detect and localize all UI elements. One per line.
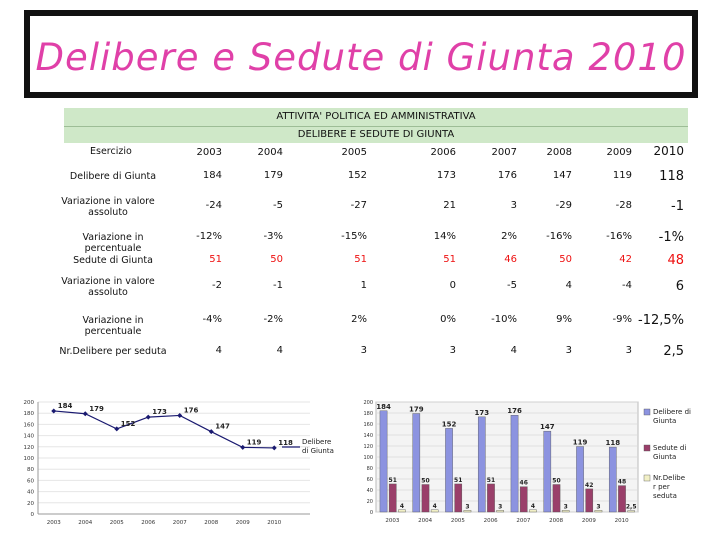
bar xyxy=(445,428,452,512)
row-label: Nr.Delibere per seduta xyxy=(59,346,167,357)
table-cell: -3% xyxy=(263,231,283,242)
table-header-band: ATTIVITA' POLITICA ED AMMINISTRATIVA xyxy=(64,108,688,126)
x-tick-label: 2010 xyxy=(614,518,629,524)
data-label: 118 xyxy=(605,439,621,448)
table-cell: 46 xyxy=(504,254,517,265)
legend-label: Nr.Delibe xyxy=(653,474,686,482)
table-cell: -29 xyxy=(555,200,572,211)
bar xyxy=(553,485,560,513)
y-tick-label: 180 xyxy=(23,411,34,418)
y-tick-label: 180 xyxy=(363,411,373,417)
legend-label: r per xyxy=(653,483,670,491)
row-label: Sedute di Giunta xyxy=(73,255,153,266)
bar xyxy=(389,484,396,512)
table-cell: -1 xyxy=(273,280,283,291)
data-label: 3 xyxy=(596,503,601,511)
legend-swatch xyxy=(644,475,650,481)
table-cell: 4 xyxy=(510,345,517,356)
table-cell: -12,5% xyxy=(638,313,684,328)
bar xyxy=(529,510,536,512)
x-tick-label: 2006 xyxy=(141,520,156,526)
bar-chart-svg xyxy=(350,380,710,535)
bar xyxy=(413,414,420,512)
data-label: 3 xyxy=(498,503,503,511)
year-header: 2005 xyxy=(341,147,367,158)
row-label: Delibere di Giunta xyxy=(69,171,157,182)
table-cell: -5 xyxy=(507,280,517,291)
y-tick-label: 100 xyxy=(23,456,34,462)
title-frame xyxy=(24,10,698,98)
data-label: 51 xyxy=(486,476,496,484)
data-label: 184 xyxy=(376,402,391,411)
bar xyxy=(586,489,593,512)
bar xyxy=(609,447,616,512)
data-label: 3 xyxy=(465,503,470,511)
legend-label: Sedute di xyxy=(653,444,687,452)
year-header: 2009 xyxy=(606,147,632,158)
bar xyxy=(511,415,518,512)
legend-label: Delibere di xyxy=(653,408,691,416)
table-cell: 3 xyxy=(449,345,456,356)
x-tick-label: 2008 xyxy=(204,520,219,526)
page-title: Delibere e Sedute di Giunta 2010 xyxy=(35,36,687,79)
x-tick-label: 2009 xyxy=(581,518,596,524)
y-tick-label: 120 xyxy=(363,444,373,450)
table-cell: 173 xyxy=(436,170,456,181)
table-cell: 51 xyxy=(354,254,367,265)
bar xyxy=(576,447,583,512)
table-cell: 147 xyxy=(552,170,572,181)
x-tick-label: 2003 xyxy=(46,520,61,526)
x-tick-label: 2009 xyxy=(235,520,250,526)
bar xyxy=(431,510,438,512)
table-cell: 14% xyxy=(433,231,456,242)
y-tick-label: 100 xyxy=(363,455,373,461)
table-cell: 1 xyxy=(360,280,367,291)
legend-label: Delibere xyxy=(302,438,332,446)
legend-label: Giunta xyxy=(653,453,677,461)
data-label: 50 xyxy=(421,477,430,485)
table-cell: 3 xyxy=(565,345,572,356)
data-point xyxy=(240,445,245,450)
data-label: 179 xyxy=(408,405,424,414)
bar xyxy=(618,486,625,512)
data-label: 2,5 xyxy=(625,503,637,511)
y-tick-label: 0 xyxy=(30,512,34,518)
y-tick-label: 200 xyxy=(23,400,34,406)
bar xyxy=(422,485,429,513)
table-cell: 4 xyxy=(276,345,283,356)
data-label: 184 xyxy=(57,401,73,410)
row-label: Variazione in percentuale xyxy=(82,232,144,254)
data-label: 4 xyxy=(399,502,405,510)
table-cell: 51 xyxy=(209,254,222,265)
table-cell: 9% xyxy=(556,314,572,325)
data-label: 152 xyxy=(120,419,136,428)
bar-chart xyxy=(350,380,710,535)
y-tick-label: 160 xyxy=(363,422,373,428)
bar xyxy=(464,510,471,512)
bar xyxy=(380,411,387,512)
y-tick-label: 20 xyxy=(366,499,373,505)
data-label: 179 xyxy=(89,404,104,413)
table-cell: -12% xyxy=(196,231,222,242)
table-cell: 4 xyxy=(565,280,572,291)
table-cell: 50 xyxy=(270,254,283,265)
y-tick-label: 120 xyxy=(23,444,34,451)
bar xyxy=(628,511,635,512)
table-cell: 6 xyxy=(675,279,684,294)
table-cell: 2,5 xyxy=(663,344,684,359)
table-cell: 152 xyxy=(347,170,367,181)
data-label: 4 xyxy=(530,502,536,510)
year-header: 2008 xyxy=(546,147,572,158)
table-cell: 48 xyxy=(667,253,684,268)
legend-swatch xyxy=(644,445,650,451)
x-tick-label: 2004 xyxy=(78,520,93,526)
x-tick-label: 2005 xyxy=(109,520,124,526)
table-cell: -2% xyxy=(263,314,283,325)
data-line xyxy=(54,411,275,448)
table-cell: 51 xyxy=(443,254,456,265)
table-cell: 176 xyxy=(497,170,517,181)
y-tick-label: 200 xyxy=(363,400,373,406)
y-tick-label: 160 xyxy=(23,422,34,429)
x-tick-label: 2004 xyxy=(418,518,433,524)
year-header: 2004 xyxy=(257,147,283,158)
table-cell: 2% xyxy=(351,314,367,325)
bar xyxy=(478,417,485,512)
bar xyxy=(497,510,504,512)
table-cell: 21 xyxy=(443,200,456,211)
table-cell: -24 xyxy=(205,200,222,211)
table-subheader-band: DELIBERE E SEDUTE DI GIUNTA xyxy=(64,126,688,143)
y-tick-label: 0 xyxy=(369,510,373,516)
table-cell: -28 xyxy=(615,200,632,211)
data-label: 50 xyxy=(552,477,561,485)
table-cell: -1% xyxy=(658,230,684,245)
y-tick-label: 60 xyxy=(366,477,373,483)
data-label: 4 xyxy=(432,502,437,510)
y-tick-label: 40 xyxy=(366,488,373,494)
legend-label: seduta xyxy=(653,492,677,500)
x-tick-label: 2005 xyxy=(450,518,465,524)
table-cell: -10% xyxy=(491,314,517,325)
year-header: 2007 xyxy=(491,147,517,158)
data-label: 119 xyxy=(246,438,262,447)
data-label: 173 xyxy=(152,408,167,417)
data-label: 119 xyxy=(572,438,588,447)
data-point xyxy=(209,429,214,434)
y-tick-label: 40 xyxy=(27,489,34,496)
data-label: 173 xyxy=(474,408,490,417)
row-label: Variazione in valore assoluto xyxy=(61,196,155,218)
bar xyxy=(455,484,462,512)
bar xyxy=(487,484,494,512)
table-cell: -2 xyxy=(212,280,222,291)
table-cell: -9% xyxy=(612,314,632,325)
table-cell: -4% xyxy=(202,314,222,325)
table-cell: 0% xyxy=(440,314,456,325)
x-tick-label: 2007 xyxy=(172,520,187,526)
data-label: 176 xyxy=(507,407,522,416)
table-cell: 42 xyxy=(619,254,632,265)
line-chart-svg xyxy=(10,372,340,532)
table-cell: -15% xyxy=(341,231,367,242)
y-tick-label: 60 xyxy=(27,478,34,485)
bar xyxy=(544,431,551,512)
table-cell: 4 xyxy=(215,345,222,356)
data-point xyxy=(146,415,151,420)
data-label: 147 xyxy=(215,422,230,431)
table-cell: -1 xyxy=(671,199,684,214)
year-header: 2003 xyxy=(196,147,222,158)
x-tick-label: 2006 xyxy=(483,518,498,524)
data-label: 48 xyxy=(617,478,627,486)
table-cell: -4 xyxy=(622,280,632,291)
table-cell: 0 xyxy=(449,280,456,291)
data-label: 152 xyxy=(441,420,457,429)
bar xyxy=(562,510,569,512)
bar xyxy=(595,510,602,512)
x-tick-label: 2007 xyxy=(516,518,531,524)
bar xyxy=(520,487,527,512)
line-chart xyxy=(10,372,340,532)
data-label: 51 xyxy=(388,476,397,484)
row-label: Variazione in valore assoluto xyxy=(61,276,155,298)
table-cell: 118 xyxy=(659,169,684,184)
table-cell: 3 xyxy=(510,200,517,211)
data-point xyxy=(83,411,88,416)
table-cell: -5 xyxy=(273,200,283,211)
x-tick-label: 2003 xyxy=(385,518,400,524)
year-header: 2006 xyxy=(430,147,456,158)
y-tick-label: 20 xyxy=(27,500,34,507)
table-cell: -16% xyxy=(606,231,632,242)
table-cell: 119 xyxy=(612,170,632,181)
y-tick-label: 80 xyxy=(27,467,34,474)
legend-label: di Giunta xyxy=(302,447,334,455)
table-cell: -16% xyxy=(546,231,572,242)
x-tick-label: 2008 xyxy=(549,518,564,524)
row-label: Variazione in percentuale xyxy=(82,315,144,337)
x-tick-label: 2010 xyxy=(267,520,282,526)
year-header: 2010 xyxy=(653,144,684,158)
data-label: 42 xyxy=(585,481,594,489)
table-cell: 179 xyxy=(263,170,283,181)
data-label: 3 xyxy=(563,503,568,511)
table-cell: -27 xyxy=(350,200,367,211)
table-cell: 3 xyxy=(360,345,367,356)
data-label: 51 xyxy=(454,476,463,484)
data-point xyxy=(272,445,277,450)
y-tick-label: 140 xyxy=(363,433,373,439)
table-cell: 184 xyxy=(202,170,222,181)
legend-swatch xyxy=(644,409,650,415)
legend-label: Giunta xyxy=(653,417,677,425)
data-label: 46 xyxy=(519,479,528,487)
data-label: 147 xyxy=(539,423,555,432)
y-tick-label: 80 xyxy=(366,466,373,472)
data-point xyxy=(114,426,119,431)
table-cell: 2% xyxy=(501,231,517,242)
table-corner-label: Esercizio xyxy=(90,146,132,157)
table-cell: 3 xyxy=(625,345,632,356)
data-label: 118 xyxy=(278,438,293,447)
bar xyxy=(398,510,405,512)
data-label: 176 xyxy=(183,406,199,415)
table-cell: 50 xyxy=(559,254,572,265)
y-tick-label: 140 xyxy=(23,433,34,440)
